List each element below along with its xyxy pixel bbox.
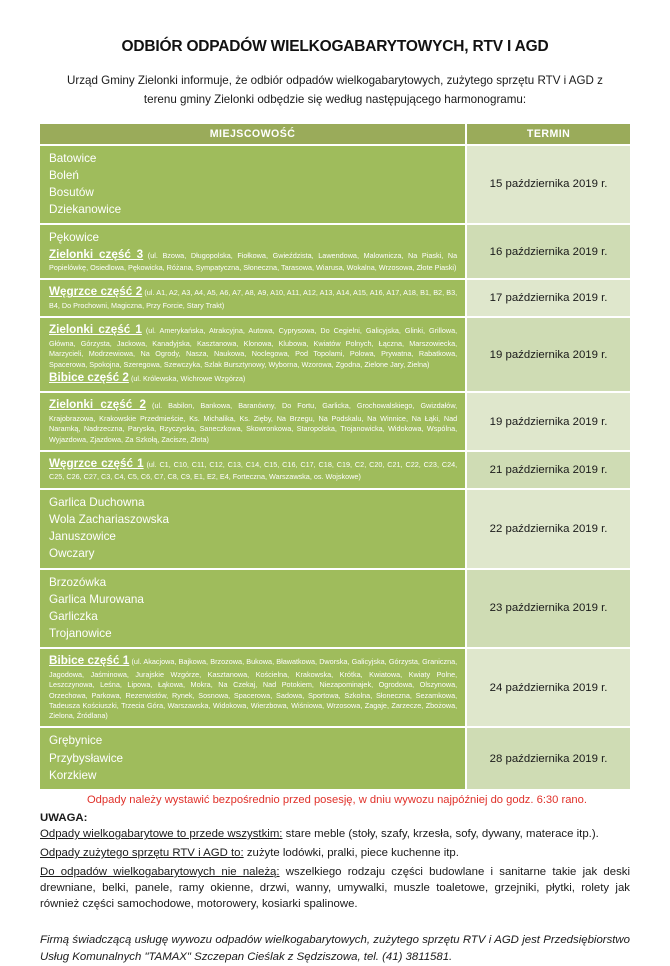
column-header-place: MIEJSCOWOŚĆ xyxy=(40,124,467,146)
town-name: Trojanowice xyxy=(49,627,112,641)
town-name: Owczary xyxy=(49,547,95,561)
area-name: Węgrzce część 2 xyxy=(49,285,143,299)
page-title: ODBIÓR ODPADÓW WIELKOGABARYTOWYCH, RTV I AGD xyxy=(121,38,549,55)
area-detail xyxy=(49,284,457,311)
note-text: zużyte lodówki, pralki, piece kuchenne itp. xyxy=(243,846,459,859)
town-name: Januszowice xyxy=(49,530,116,544)
area-name: Zielonki część 3 xyxy=(49,247,144,261)
note-item xyxy=(40,862,630,913)
place-cell xyxy=(40,649,467,728)
collection-date: 16 października 2019 r. xyxy=(467,225,630,280)
area-detail xyxy=(49,456,457,483)
service-provider-note: Firmą świadczącą usługę wywozu odpadów wielkogabarytowych, zużytego sprzętu RTV i AGD jest Przedsiębiorstwo Usług Komunalnych "TAMAX" Szczepan Cieślak z Sędziszowa, tel. (41) 3811581. xyxy=(40,933,630,963)
place-cell xyxy=(40,490,467,570)
table-row xyxy=(40,490,630,570)
table-row xyxy=(40,452,630,490)
collection-date: 24 października 2019 r. xyxy=(467,649,630,728)
table-header xyxy=(40,124,630,146)
area-detail xyxy=(49,397,457,444)
table-row xyxy=(40,280,630,318)
town-name: Brzozówka xyxy=(49,575,107,589)
place-cell xyxy=(40,393,467,451)
street-list: (ul. Bzowa, Długopolska, Fiołkowa, Gwieździsta, Lawendowa, Malownicza, Na Piaski, Na Popielówkę, Osiedlowa, Pękowicka, Różana, Sympatyczna, Słoneczna, Tarasowa, Wiarusa, Wokalna, Wrzosowa, Złote Piaski) xyxy=(49,250,458,273)
uwaga-label: UWAGA: xyxy=(40,812,88,825)
street-list: (ul. Królewska, Wichrowe Wzgórza) xyxy=(130,373,246,383)
area-detail xyxy=(49,370,457,387)
collection-date: 17 października 2019 r. xyxy=(467,280,630,318)
area-detail xyxy=(49,247,457,274)
table-row xyxy=(40,146,630,226)
note-lead: Odpady zużytego sprzętu RTV i AGD to: xyxy=(40,846,244,859)
place-cell xyxy=(40,452,467,490)
note-item xyxy=(40,824,630,843)
place-cell xyxy=(40,570,467,650)
table-row xyxy=(40,393,630,451)
table-row xyxy=(40,728,630,789)
collection-date: 19 października 2019 r. xyxy=(467,393,630,451)
town-name: Wola Zachariaszowska xyxy=(49,512,169,526)
town-name: Garlica Murowana xyxy=(49,592,144,606)
area-detail xyxy=(49,653,457,721)
red-warning-note: Odpady należy wystawić bezpośrednio przed posesję, w dniu wywozu najpóźniej do godz. 6:30 rano. xyxy=(86,794,587,807)
town-name: Batowice xyxy=(49,151,97,165)
note-lead: Do odpadów wielkogabarytowych nie należą: xyxy=(40,865,280,878)
place-cell xyxy=(40,280,467,318)
town-name: Boleń xyxy=(49,168,79,182)
area-name: Bibice część 2 xyxy=(49,370,129,384)
table-row xyxy=(40,318,630,393)
town-name: Garlica Duchowna xyxy=(49,495,145,509)
collection-date: 15 października 2019 r. xyxy=(467,146,630,226)
collection-date: 23 października 2019 r. xyxy=(467,570,630,650)
street-list: (ul. C1, C10, C11, C12, C13, C14, C15, C16, C17, C18, C19, C2, C20, C21, C22, C23, C24, C25, C26, C27, C3, C4, C5, C6, C7, C8, C9, E1, E2, E4, Forteczna, Warszawska, os. Wojskowe) xyxy=(49,459,458,482)
area-name: Zielonki część 2 xyxy=(49,398,147,412)
place-cell xyxy=(40,225,467,280)
notes-list xyxy=(40,824,630,913)
town-name: Bosutów xyxy=(49,185,94,199)
place-cell xyxy=(40,146,467,226)
town-name: Pękowice xyxy=(49,231,100,245)
town-name: Dziekanowice xyxy=(49,203,122,217)
note-lead: Odpady wielkogabarytowe to przede wszystkim: xyxy=(40,828,283,841)
collection-schedule-table xyxy=(40,124,630,789)
table-body xyxy=(40,146,630,789)
note-item xyxy=(40,843,630,862)
column-header-date: TERMIN xyxy=(467,124,630,146)
table-row xyxy=(40,225,630,280)
street-list: (ul. Akacjowa, Bajkowa, Brzozowa, Bukowa, Bławatkowa, Dworska, Galicyjska, Górzysta, Graniczna, Jagodowa, Jaśminowa, Jurajskie Wzgórze, Kasztanowa, Kościelna, Krakowska, Krótka, Kwiatowa, Kwiaty Polne, Leszczynowa, Leśna, Lipowa, Łąkowa, Mokra, Na Czekaj, Nad Potokiem, Niezapominajek, Ogrodowa, Olszynowa, Orzechowa, Parkowa, Rezerwistów, Rynek, Sosnowa, Spacerowa, Sadowa, Sportowa, Szkolna, Słoneczna, Sezamkowa, Tadeusza Kościuszki, Trzecia Góra, Warszawska, Widokowa, Wierzbowa, Wiśniowa, Wrzosowa, Zagaje, Zarzecze, Zbożowa, Zielona, Źródlana) xyxy=(49,657,458,721)
street-list: (ul. A1, A2, A3, A4, A5, A6, A7, A8, A9, A10, A11, A12, A13, A14, A15, A16, A17, A18, B1, B2, B3, B4, Do Prochowni, Magiczna, Przy Forcie, Stary Trakt) xyxy=(49,288,458,311)
place-cell xyxy=(40,318,467,393)
table-row xyxy=(40,649,630,728)
area-name: Węgrzce część 1 xyxy=(49,456,144,470)
collection-date: 28 października 2019 r. xyxy=(467,728,630,789)
town-name: Grębynice xyxy=(49,734,103,748)
area-name: Bibice część 1 xyxy=(49,654,130,668)
intro-paragraph: Urząd Gminy Zielonki informuje, że odbiór odpadów wielkogabarytowych, zużytego sprzętu RTV i AGD z terenu gminy Zielonki odbędzie się według następującego harmonogramu: xyxy=(67,74,603,106)
table-row xyxy=(40,570,630,650)
table-header-row xyxy=(40,124,630,146)
area-detail xyxy=(49,322,457,369)
place-cell xyxy=(40,728,467,789)
note-text: stare meble (stoły, szafy, krzesła, sofy, dywany, materace itp.). xyxy=(282,828,599,841)
town-name: Przybysławice xyxy=(49,751,124,765)
street-list: (ul. Amerykańska, Atrakcyjna, Autowa, Cyprysowa, Do Cegielni, Galicyjska, Glinki, Grillowa, Główna, Górzysta, Jackowa, Kanadyjska, Kasztanowa, Klonowa, Klubowa, Kwiatów Polnych, Łączna, Marszowiecka, Marzycieli, Modrzewiowa, Na Ogrody, Nasza, Naukowa, Noclegowa, Pod Topolami, Polowa, Prywatna, Rabatkowa, Spacerowa, Spokojna, Szeregowa, Szewczyka, Szlak Bursztynowy, Wyborna, Wzorowa, Zgodna, Zielone Jary, Zielna) xyxy=(49,326,458,369)
town-name: Garliczka xyxy=(49,609,98,623)
collection-date: 19 października 2019 r. xyxy=(467,318,630,393)
collection-date: 22 października 2019 r. xyxy=(467,490,630,570)
area-name: Zielonki część 1 xyxy=(49,323,142,337)
collection-date: 21 października 2019 r. xyxy=(467,452,630,490)
note-text: wszelkiego rodzaju części budowlane i sanitarne takie jak deski drewniane, belki, panele, ramy okienne, drzwi, wanny, umywalki, muszle toaletowe, grzejniki, płytki, rolety jak również części samochodowe, motorowery, kosiarki spalinowe. xyxy=(40,865,630,910)
town-name: Korzkiew xyxy=(49,768,97,782)
street-list: (ul. Babilon, Bankowa, Baranówny, Do Fortu, Garlicka, Grochowalskiego, Gwizdałów, Krajobrazowa, Krakowskie Przedmieście, Ks. Michalika, Ks. Zięby, Na Brzegu, Na Podskalu, Na Winnice, Na Łąki, Nad Naramką, Nadrzeczna, Paryska, Rzyczyska, Saneczkowa, Skowronkowa, Staropolska, Trojanowicka, Widokowa, Wspólna, Wyjazdowa, Zjazdowa, Za Szkołą, Zacisze, Złota) xyxy=(49,401,458,444)
